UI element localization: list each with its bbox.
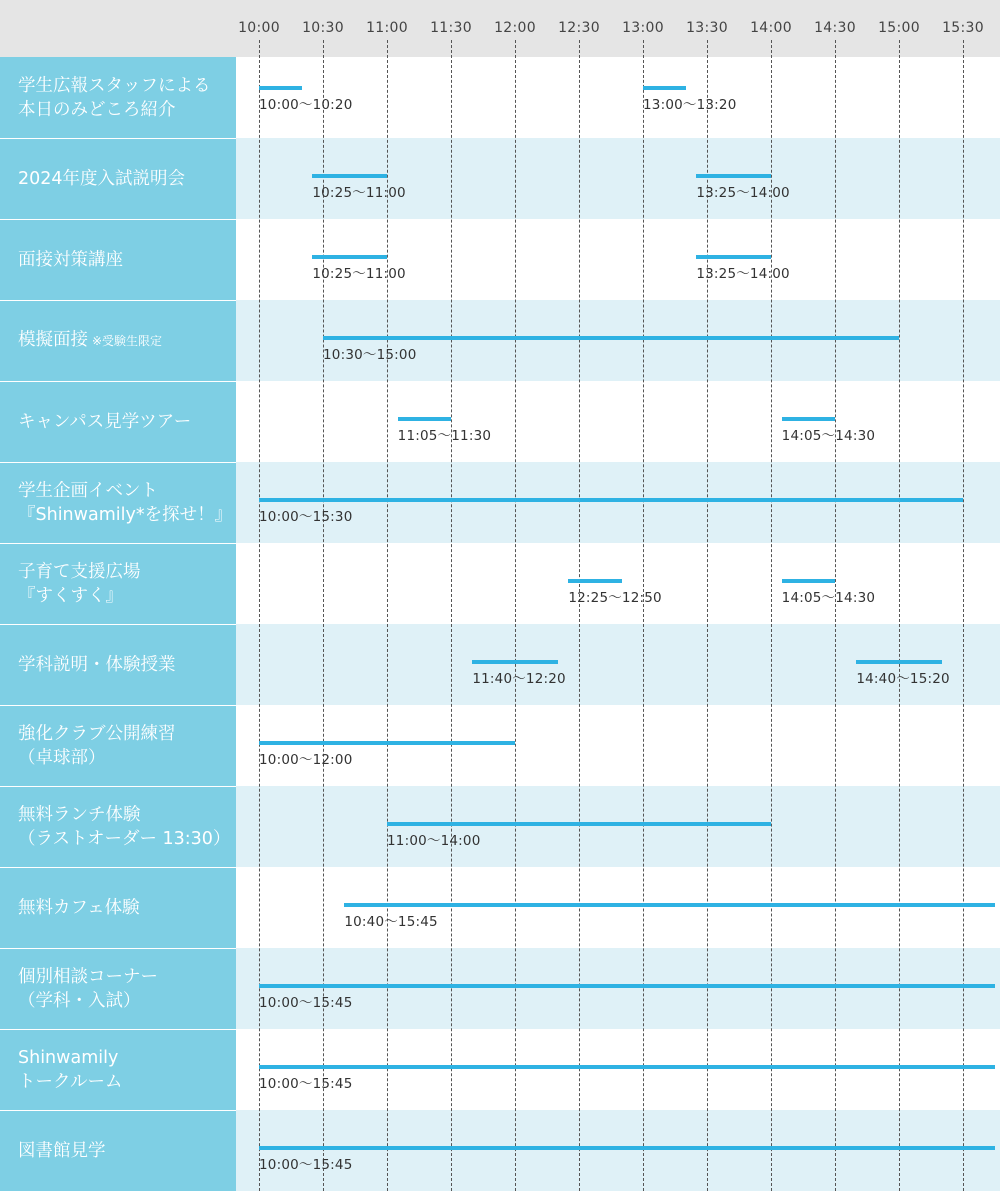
session-time-label: 13:00～13:20 bbox=[643, 97, 737, 113]
grid-line bbox=[515, 40, 516, 1191]
session-bar bbox=[643, 86, 686, 90]
row-divider bbox=[0, 624, 236, 625]
session-time-label: 11:00～14:00 bbox=[387, 833, 481, 849]
row-divider bbox=[0, 543, 236, 544]
session-time-label: 10:30～15:00 bbox=[323, 347, 417, 363]
row-label-line: 学生企画イベント bbox=[18, 480, 158, 501]
session-bar bbox=[387, 822, 771, 826]
session-bar bbox=[312, 255, 387, 259]
grid-line bbox=[643, 40, 644, 1191]
row-label-text bbox=[18, 410, 191, 434]
row-label-line: （卓球部） bbox=[18, 747, 106, 768]
row-label-text bbox=[18, 722, 176, 770]
session-bar bbox=[472, 660, 557, 664]
row-label-line: 図書館見学 bbox=[18, 1140, 106, 1161]
row-label bbox=[0, 1029, 236, 1110]
session-time-label: 10:25～11:00 bbox=[312, 185, 406, 201]
row-label-line: キャンパス見学ツアー bbox=[18, 411, 192, 432]
row-label-text bbox=[18, 74, 211, 122]
row-label-line: 2024年度入試説明会 bbox=[18, 168, 186, 189]
row-label-text bbox=[18, 803, 230, 851]
time-tick-label: 15:30 bbox=[942, 20, 984, 36]
session-time-label: 10:00～15:45 bbox=[259, 1157, 353, 1173]
session-time-label: 11:40～12:20 bbox=[472, 671, 566, 687]
row-label bbox=[0, 948, 236, 1029]
row-label-text bbox=[18, 479, 232, 527]
row-divider bbox=[0, 948, 236, 949]
session-bar bbox=[312, 174, 387, 178]
row-label-text bbox=[18, 167, 185, 191]
row-divider bbox=[0, 1029, 236, 1030]
grid-line bbox=[707, 40, 708, 1191]
time-tick-label: 11:00 bbox=[366, 20, 408, 36]
row-label-text bbox=[18, 653, 176, 677]
session-bar bbox=[259, 1146, 995, 1150]
session-time-label: 10:00～15:45 bbox=[259, 1076, 353, 1092]
row-label-text bbox=[18, 248, 123, 272]
session-time-label: 10:00～12:00 bbox=[259, 752, 353, 768]
row-divider bbox=[0, 867, 236, 868]
session-time-label: 10:00～10:20 bbox=[259, 97, 353, 113]
time-tick-label: 12:30 bbox=[558, 20, 600, 36]
time-tick-label: 10:00 bbox=[238, 20, 280, 36]
row-label bbox=[0, 624, 236, 705]
session-time-label: 10:00～15:45 bbox=[259, 995, 353, 1011]
session-bar bbox=[259, 1065, 995, 1069]
session-bar bbox=[856, 660, 941, 664]
time-tick-label: 13:00 bbox=[622, 20, 664, 36]
session-bar bbox=[259, 984, 995, 988]
time-tick-label: 15:00 bbox=[878, 20, 920, 36]
grid-line bbox=[899, 40, 900, 1191]
session-bar bbox=[259, 741, 515, 745]
session-bar bbox=[259, 86, 302, 90]
time-tick-label: 10:30 bbox=[302, 20, 344, 36]
session-bar bbox=[259, 498, 963, 502]
row-label-line: Shinwamily bbox=[18, 1047, 119, 1068]
row-divider bbox=[0, 1110, 236, 1111]
row-label-line: 本日のみどころ紹介 bbox=[18, 99, 176, 120]
row-label-text bbox=[18, 965, 158, 1013]
row-divider bbox=[0, 705, 236, 706]
row-label-line: 無料ランチ体験 bbox=[18, 804, 141, 825]
row-label-text bbox=[18, 896, 140, 920]
row-label-line: 『すくすく』 bbox=[18, 585, 123, 606]
time-tick-label: 12:00 bbox=[494, 20, 536, 36]
session-time-label: 12:25～12:50 bbox=[568, 590, 662, 606]
row-divider bbox=[0, 300, 236, 301]
row-label-line: 学生広報スタッフによる bbox=[18, 75, 211, 96]
row-label-line: （学科・入試） bbox=[18, 990, 141, 1011]
session-bar bbox=[782, 579, 835, 583]
row-divider bbox=[0, 219, 236, 220]
row-label-text bbox=[18, 1046, 122, 1094]
row-label-text bbox=[18, 1139, 106, 1163]
row-divider bbox=[0, 138, 236, 139]
row-label-line: 強化クラブ公開練習 bbox=[18, 723, 176, 744]
session-time-label: 10:40～15:45 bbox=[344, 914, 438, 930]
grid-line bbox=[259, 40, 260, 1191]
row-label-line: 無料カフェ体験 bbox=[18, 897, 140, 918]
time-tick-label: 11:30 bbox=[430, 20, 472, 36]
row-label-text bbox=[18, 328, 162, 353]
grid-line bbox=[579, 40, 580, 1191]
row-label bbox=[0, 1110, 236, 1191]
row-divider bbox=[0, 462, 236, 463]
row-label bbox=[0, 138, 236, 219]
session-time-label: 13:25～14:00 bbox=[696, 266, 790, 282]
grid-line bbox=[451, 40, 452, 1191]
session-time-label: 10:00～15:30 bbox=[259, 509, 353, 525]
row-label bbox=[0, 705, 236, 786]
row-label bbox=[0, 300, 236, 381]
row-label-line: 模擬面接 ※受験生限定 bbox=[18, 330, 163, 350]
time-tick-label: 14:00 bbox=[750, 20, 792, 36]
grid-line bbox=[771, 40, 772, 1191]
row-label bbox=[0, 786, 236, 867]
time-tick-label: 14:30 bbox=[814, 20, 856, 36]
grid-line bbox=[387, 40, 388, 1191]
session-bar bbox=[398, 417, 451, 421]
row-label bbox=[0, 57, 236, 138]
row-label-line: 『Shinwamily*を探せ！』 bbox=[18, 504, 233, 525]
session-time-label: 14:05～14:30 bbox=[781, 428, 876, 444]
row-label bbox=[0, 543, 236, 624]
session-bar bbox=[344, 903, 995, 907]
session-bar bbox=[568, 579, 621, 583]
row-label-line: トークルーム bbox=[18, 1071, 123, 1092]
row-label bbox=[0, 462, 236, 543]
row-divider bbox=[0, 786, 236, 787]
row-label-line: 子育て支援広場 bbox=[18, 561, 141, 582]
row-divider bbox=[0, 381, 236, 382]
session-time-label: 14:40～15:20 bbox=[856, 671, 950, 687]
session-bar bbox=[696, 255, 771, 259]
session-time-label: 13:25～14:00 bbox=[696, 185, 790, 201]
row-label-line: 面接対策講座 bbox=[18, 249, 123, 270]
grid-line bbox=[835, 40, 836, 1191]
time-tick-label: 13:30 bbox=[686, 20, 728, 36]
row-label-line: （ラストオーダー 13:30） bbox=[18, 828, 231, 849]
row-label-text bbox=[18, 560, 141, 608]
session-time-label: 11:05～11:30 bbox=[397, 428, 492, 444]
session-time-label: 10:25～11:00 bbox=[312, 266, 406, 282]
session-time-label: 14:05～14:30 bbox=[781, 590, 876, 606]
session-bar bbox=[696, 174, 771, 178]
grid-line bbox=[323, 40, 324, 1191]
row-label-line: 学科説明・体験授業 bbox=[18, 654, 176, 675]
row-label bbox=[0, 219, 236, 300]
session-bar bbox=[323, 336, 899, 340]
grid-line bbox=[963, 40, 964, 1191]
session-bar bbox=[782, 417, 835, 421]
row-label bbox=[0, 867, 236, 948]
row-label bbox=[0, 381, 236, 462]
row-label-note: ※受験生限定 bbox=[92, 334, 163, 348]
row-label-line: 個別相談コーナー bbox=[18, 966, 158, 987]
